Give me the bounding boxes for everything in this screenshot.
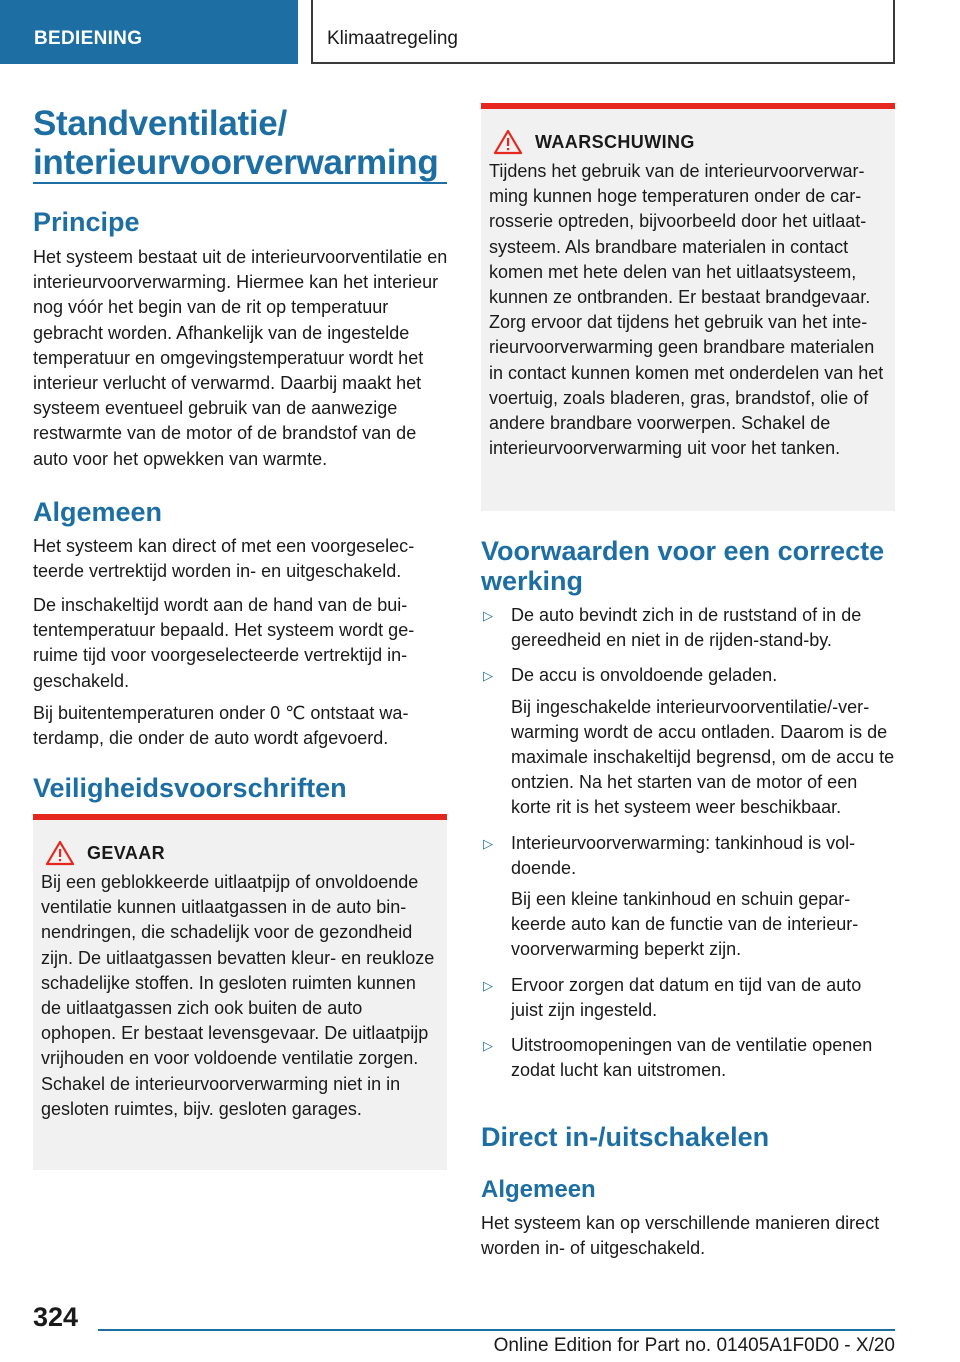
- page-title-line2: interieurvoorverwarming: [33, 143, 439, 182]
- warning-box: [481, 103, 895, 511]
- list-item: [481, 831, 895, 963]
- header-chapter-label: Klimaatregeling: [327, 28, 458, 49]
- danger-box-title: GEVAAR: [87, 842, 166, 863]
- algemeen-paragraph-3: Bij buitentemperaturen onder 0 ℃ ontstaat waterdamp, die onder de auto wordt afgevoerd.: [33, 703, 409, 749]
- algemeen-paragraph-2: De inschakeltijd wordt aan de hand van de buitentemperatuur bepaald. Het systeem wordt geruime tijd voor voorgeselecteerde vertrektijd ingeschakeld.: [33, 595, 415, 691]
- list-item: [481, 603, 895, 653]
- warning-triangle-icon: [45, 840, 75, 866]
- list-item-text: De auto bevindt zich in de ruststand of in de gereedheid en niet in de rijden-stand-by.: [511, 605, 862, 651]
- page-title: [33, 104, 447, 182]
- algemeen-heading: Algemeen: [33, 497, 163, 527]
- warning-box-header: [489, 129, 887, 155]
- voorwaarden-list: [481, 603, 895, 1093]
- direct-heading: Direct in-/uitschakelen: [481, 1122, 770, 1152]
- list-item-subtext: Bij een kleine tankinhoud en schuin geparkeerde auto kan de functie van de interieurvoorverwarming beperkt zijn.: [511, 889, 859, 960]
- header-chapter-tab: [311, 0, 895, 64]
- bullet-arrow-icon: ▷: [483, 1038, 493, 1054]
- list-item-text: Interieurvoorverwarming: tankinhoud is voldoende.: [511, 832, 856, 878]
- list-item: [481, 1033, 895, 1083]
- bullet-arrow-icon: ▷: [483, 977, 493, 993]
- voorwaarden-heading: Voorwaarden voor een correcte werking: [481, 536, 885, 596]
- danger-box-text: Bij een geblokkeerde uitlaatpijp of onvoldoende ventilatie kunnen uitlaatgassen in de auto binnendringen, die schadelijk voor de gezondheid zijn. De uitlaatgassen bevatten kleur- en reukloze schadelijke stoffen. In gesloten ruimten kunnen de uitlaatgassen zich ook buiten de auto ophopen. Er bestaat levensgevaar. De uitlaatpijp vrijhouden en voor voldoende ventilatie zorgen. Schakel de interieurvoorverwarming niet in in gesloten ruimtes, bijv. gesloten garages.: [41, 872, 435, 1119]
- header-section-label: BEDIENING: [34, 28, 143, 49]
- footer-divider: [98, 1329, 895, 1331]
- list-item-subtext: Bij ingeschakelde interieurvoorventilatie/-verwarming wordt de accu ontladen. Daarom is de maximale inschakeltijd begrensd, om de accu te ontzien. Na het starten van de motor of een korte rit is het systeem weer beschikbaar.: [511, 696, 895, 818]
- bullet-arrow-icon: ▷: [483, 668, 493, 684]
- header-section-tab: [0, 0, 298, 64]
- warning-triangle-icon: [493, 129, 523, 155]
- veiligheid-heading: Veiligheidsvoorschriften: [33, 773, 347, 803]
- bullet-arrow-icon: ▷: [483, 835, 493, 851]
- list-item: [481, 663, 895, 820]
- warning-box-title: WAARSCHUWING: [535, 131, 695, 152]
- footer-edition-text: Online Edition for Part no. 01405A1F0D0 - X/20: [493, 1335, 895, 1356]
- direct-text: Het systeem kan op verschillende manieren direct worden in- of uitgeschakeld.: [481, 1213, 880, 1259]
- page-number: 324: [33, 1302, 79, 1332]
- principe-heading: Principe: [33, 207, 140, 237]
- direct-subheading: Algemeen: [481, 1176, 596, 1203]
- algemeen-paragraph-1: Het systeem kan direct of met een voorgeselecteerde vertrektijd worden in- en uitgeschakeld.: [33, 536, 415, 582]
- list-item-text: Uitstroomopeningen van de ventilatie openen zodat lucht kan uitstromen.: [511, 1035, 873, 1081]
- title-divider: [33, 182, 447, 184]
- principe-text: Het systeem bestaat uit de interieurvoorventilatie en interieurvoorverwarming. Hiermee kan het interieur nog vóór het begin van de rit op temperatuur gebracht worden. Afhankelijk van de ingestelde temperatuur en omgevingstemperatuur wordt het interieur verlucht of verwarmd. Daarbij maakt het systeem eventueel gebruik van de aanwezige restwarmte van de motor of de brandstof van de auto voor het opwekken van warmte.: [33, 247, 448, 469]
- list-item-text: Ervoor zorgen dat datum en tijd van de auto juist zijn ingesteld.: [511, 974, 862, 1020]
- list-item: [481, 973, 895, 1023]
- danger-box-header: [41, 840, 439, 866]
- danger-box: [33, 814, 447, 1170]
- page-title-line1: Standventilatie/: [33, 104, 287, 143]
- warning-box-text: Tijdens het gebruik van de interieurvoorverwarming kunnen hoge temperaturen onder de carrosserie optreden, bijvoorbeeld door het uitlaatsysteem. Als brandbare materialen in contact komen met hete delen van het uitlaatsysteem, kunnen ze ontbranden. Er bestaat brandgevaar. Zorg ervoor dat tijdens het gebruik van het interieurvoorverwarming geen brandbare materialen in contact kunnen komen met onderdelen van het voertuig, zoals bladeren, gras, brandstof, olie of andere brandbare voorwerpen. Schakel de interieurvoorverwarming uit voor het tanken.: [489, 161, 884, 459]
- bullet-arrow-icon: ▷: [483, 608, 493, 623]
- list-item-text: De accu is onvoldoende geladen.: [511, 665, 778, 686]
